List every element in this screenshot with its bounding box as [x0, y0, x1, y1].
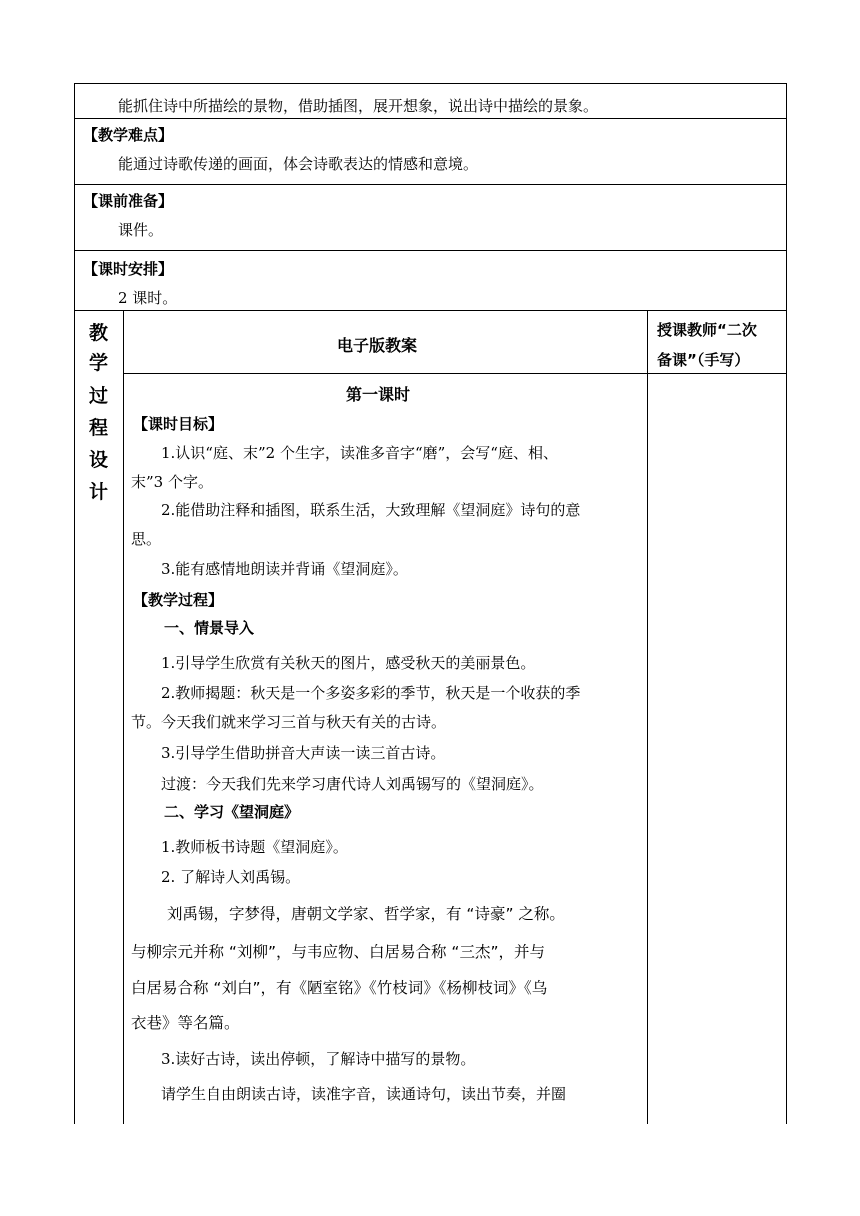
- process-heading: 【教学过程】: [133, 591, 224, 609]
- table-frame: [74, 83, 787, 1124]
- header-right-line2: 备课”（手写）: [657, 351, 750, 369]
- focus-text: 能抓住诗中所描绘的景物，借助插图，展开想象，说出诗中描绘的景象。: [118, 97, 599, 115]
- goal-line: 2.能借助注释和插图，联系生活，大致理解《望洞庭》诗句的意: [161, 501, 581, 519]
- side-char: 程: [89, 417, 109, 439]
- paragraph-line: 2.教师揭题：秋天是一个多姿多彩的季节，秋天是一个收获的季: [161, 684, 581, 702]
- column-divider: [123, 310, 124, 1124]
- lesson-title: 第一课时: [346, 385, 411, 404]
- paragraph-line: 过渡：今天我们先来学习唐代诗人刘禹锡写的《望洞庭》。: [161, 775, 544, 793]
- preparation-text: 课件。: [118, 221, 164, 239]
- paragraph-line: 请学生自由朗读古诗，读准字音，读通诗句，读出节奏，并圈: [161, 1085, 567, 1103]
- goal-line: 3.能有感情地朗读并背诵《望洞庭》。: [161, 560, 408, 578]
- side-char: 设: [89, 449, 109, 471]
- paragraph-line: 3.读好古诗，读出停顿，了解诗中描写的景物。: [161, 1050, 476, 1068]
- section-heading: 一、情景导入: [164, 619, 255, 637]
- lesson-plan-table: [74, 83, 787, 1124]
- bio-line: 白居易合称 “刘白”，有《陋室铭》《竹枝词》《杨柳枝词》《乌: [131, 979, 548, 997]
- paragraph-line: 3.引导学生借助拼音大声读一读三首古诗。: [161, 744, 446, 762]
- bio-line: 刘禹锡，字梦得，唐朝文学家、哲学家，有 “诗豪” 之称。: [167, 905, 565, 923]
- row-schedule: [75, 250, 786, 312]
- goals-heading: 【课时目标】: [133, 415, 224, 433]
- header-center: 电子版教案: [337, 336, 418, 355]
- difficulty-heading: 【教学难点】: [83, 126, 174, 144]
- paragraph-line: 节。今天我们就来学习三首与秋天有关的古诗。: [131, 713, 447, 731]
- section-heading: 二、学习《望洞庭》: [164, 803, 300, 821]
- side-char: 过: [89, 385, 109, 407]
- header-right-line1: 授课教师“二次: [657, 321, 757, 339]
- paragraph-line: 1.教师板书诗题《望洞庭》。: [161, 838, 348, 856]
- side-char: 学: [89, 352, 109, 374]
- goal-line: 1.认识“庭、末”2 个生字，读准多音字“磨”，会写“庭、相、: [161, 444, 558, 462]
- paragraph-line: 1.引导学生欣赏有关秋天的图片，感受秋天的美丽景色。: [161, 654, 536, 672]
- column-divider: [647, 310, 648, 1124]
- row-difficulty: [75, 118, 786, 184]
- header-divider: [123, 373, 786, 374]
- bio-line: 与柳宗元并称 “刘柳”，与韦应物、白居易合称 “三杰”，并与: [131, 943, 545, 961]
- schedule-text: 2 课时。: [118, 289, 178, 307]
- goal-line: 末”3 个字。: [131, 473, 213, 491]
- row-preparation: [75, 184, 786, 250]
- goal-line: 思。: [131, 530, 162, 548]
- side-char: 计: [89, 481, 109, 503]
- bio-line: 衣巷》等名篇。: [131, 1014, 240, 1032]
- side-char: 教: [89, 322, 109, 344]
- schedule-heading: 【课时安排】: [83, 260, 174, 278]
- paragraph-line: 2. 了解诗人刘禹锡。: [161, 868, 301, 886]
- divider: [75, 310, 786, 311]
- difficulty-text: 能通过诗歌传递的画面，体会诗歌表达的情感和意境。: [118, 155, 479, 173]
- preparation-heading: 【课前准备】: [83, 192, 174, 210]
